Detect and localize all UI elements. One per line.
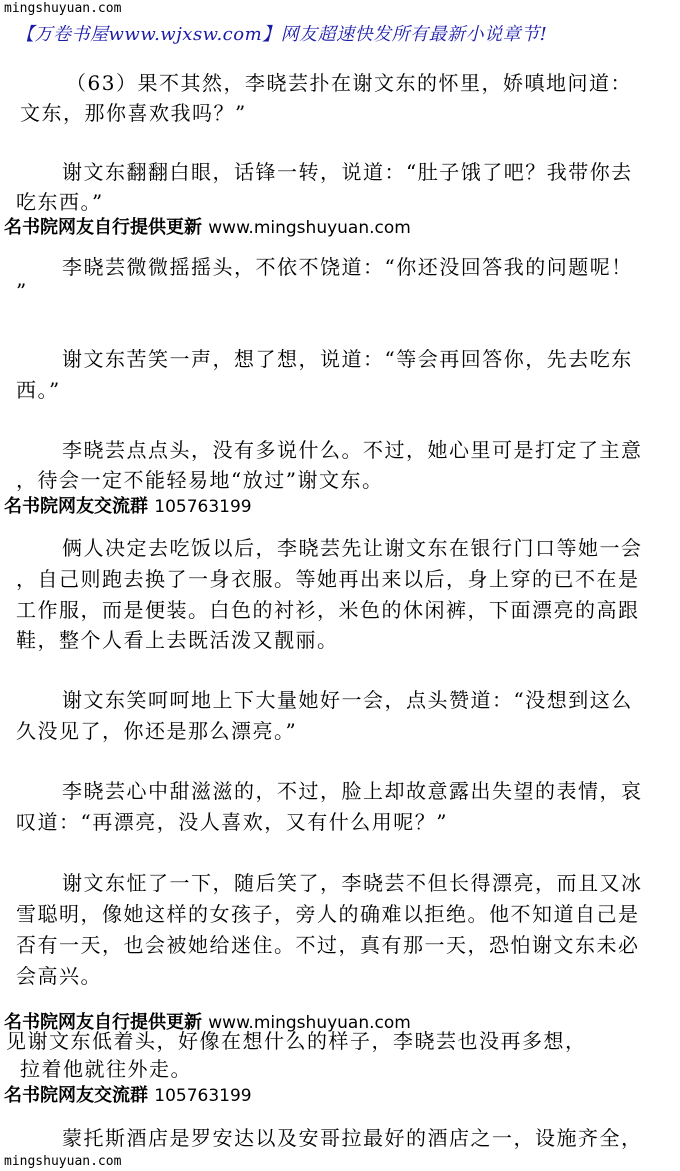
text-line: 李晓芸心中甜滋滋的，不过，脸上却故意露出失望的表情，哀 xyxy=(62,779,643,803)
ad-group-line xyxy=(4,1081,252,1107)
ad-update-line xyxy=(4,213,411,239)
site-watermark-bottom: mingshuyuan.com xyxy=(4,1154,122,1169)
text-line: 久没见了，你还是那么漂亮。” xyxy=(16,719,298,743)
ad-group-number: 105763199 xyxy=(154,497,252,517)
promo-banner: 【万卷书屋www.wjxsw.com】网友超速快发所有最新小说章节! xyxy=(16,24,548,45)
text-line: 鞋，整个人看上去既活泼又靓丽。 xyxy=(16,628,339,652)
ad-update-text: 名书院网友自行提供更新 xyxy=(4,217,202,238)
text-line: ” xyxy=(16,279,28,303)
ad-group-text: 名书院网友交流群 xyxy=(4,496,148,517)
text-line: 西。” xyxy=(16,378,61,402)
text-line: 蒙托斯酒店是罗安达以及安哥拉最好的酒店之一，设施齐全， xyxy=(62,1126,643,1150)
text-line: 工作服，而是便装。白色的衬衫，米色的休闲裤，下面漂亮的高跟 xyxy=(16,598,640,622)
text-line: （63）果不其然，李晓芸扑在谢文东的怀里，娇嗔地问道： xyxy=(66,71,632,95)
text-line: ，自己则跑去换了一身衣服。等她再出来以后，身上穿的已不在是 xyxy=(16,567,640,591)
text-line: 谢文东怔了一下，随后笑了，李晓芸不但长得漂亮，而且又冰 xyxy=(62,871,643,895)
text-line: 谢文东翻翻白眼，话锋一转，说道：“肚子饿了吧？我带你去 xyxy=(62,160,633,184)
site-watermark-top: mingshuyuan.com xyxy=(4,1,122,16)
text-line: 俩人决定去吃饭以后，李晓芸先让谢文东在银行门口等她一会 xyxy=(62,536,643,560)
text-line: 拉着他就往外走。 xyxy=(20,1057,192,1081)
ad-update-text: 名书院网友自行提供更新 xyxy=(4,1012,202,1033)
ad-update-url: www.mingshuyuan.com xyxy=(208,218,411,238)
ad-group-text: 名书院网友交流群 xyxy=(4,1085,148,1106)
text-line: 否有一天，也会被她给迷住。不过，真有那一天，恐怕谢文东未必 xyxy=(16,933,640,957)
text-line: 见谢文东低着头，好像在想什么的样子，李晓芸也没再多想， xyxy=(6,1029,587,1053)
text-line: 雪聪明，像她这样的女孩子，旁人的确难以拒绝。他不知道自己是 xyxy=(16,902,640,926)
text-line: 李晓芸微微摇摇头，不依不饶道：“你还没回答我的问题呢！ xyxy=(62,255,633,279)
text-line: 李晓芸点点头，没有多说什么。不过，她心里可是打定了主意 xyxy=(62,438,643,462)
text-line: 吃东西。” xyxy=(16,190,104,214)
text-line: ，待会一定不能轻易地“放过”谢文东。 xyxy=(16,468,384,492)
ad-group-number: 105763199 xyxy=(154,1086,252,1106)
text-line: 文东，那你喜欢我吗？” xyxy=(20,101,247,125)
ad-group-line xyxy=(4,492,252,518)
ad-update-url: www.mingshuyuan.com xyxy=(208,1013,411,1033)
text-line: 谢文东笑呵呵地上下大量她好一会，点头赞道：“没想到这么 xyxy=(62,688,633,712)
text-line: 叹道：“再漂亮，没人喜欢，又有什么用呢？” xyxy=(16,810,448,834)
text-line: 会高兴。 xyxy=(16,964,102,988)
text-line: 谢文东苦笑一声，想了想，说道：“等会再回答你，先去吃东 xyxy=(62,347,633,371)
